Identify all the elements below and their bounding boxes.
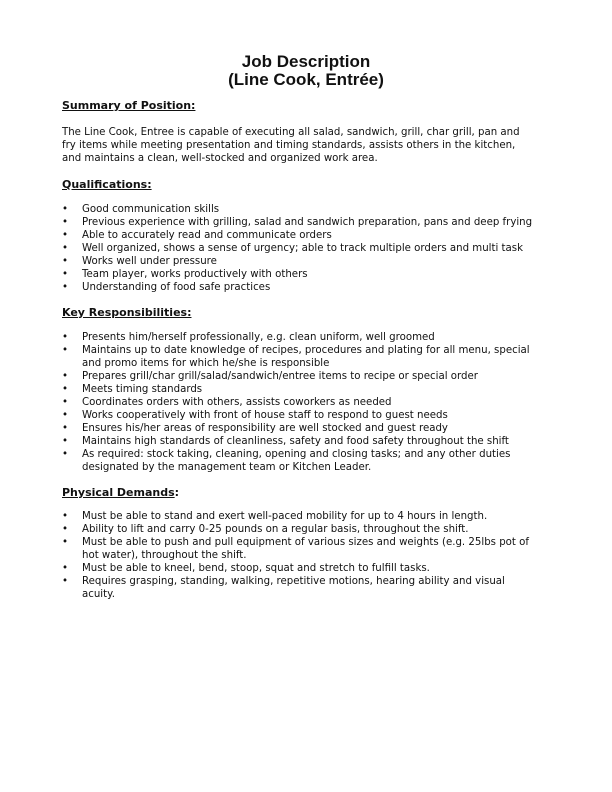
list-item: • Prepares grill/char grill/salad/sandwich/entree items to recipe or special order <box>62 370 530 383</box>
list-item: • Meets timing standards <box>62 383 530 396</box>
list-item: • Works cooperatively with front of house staff to respond to guest needs <box>62 409 530 422</box>
list-item: • Works well under pressure <box>62 255 532 268</box>
summary-line: and maintains a clean, well-stocked and organized work area. <box>62 153 378 164</box>
document-title: Job Description <box>241 52 371 71</box>
summary-line: fry items while meeting presentation and timing standards, assists others in the kitchen, <box>62 140 516 151</box>
summary-heading: Summary of Position: <box>62 99 196 112</box>
list-item: • Team player, works productively with others <box>62 268 532 281</box>
list-item: • Presents him/herself professionally, e.g. clean uniform, well groomed <box>62 331 530 344</box>
list-item: • Maintains high standards of cleanliness, safety and food safety throughout the shift <box>62 435 530 448</box>
qualifications-heading: Qualifications: <box>62 178 152 191</box>
responsibilities-list <box>62 331 530 474</box>
responsibilities-heading: Key Responsibilities: <box>62 306 192 319</box>
list-item: • Must be able to stand and exert well-paced mobility for up to 4 hours in length. <box>62 510 529 523</box>
document-subtitle: (Line Cook, Entrée) <box>228 70 384 89</box>
list-item: • Ability to lift and carry 0-25 pounds on a regular basis, throughout the shift. <box>62 523 529 536</box>
qualifications-list <box>62 203 532 294</box>
list-item: • Requires grasping, standing, walking, repetitive motions, hearing ability and visual acuity. <box>62 575 529 601</box>
list-item: • Well organized, shows a sense of urgency; able to track multiple orders and multi task <box>62 242 532 255</box>
list-item: • Ensures his/her areas of responsibility are well stocked and guest ready <box>62 422 530 435</box>
list-item: • Able to accurately read and communicate orders <box>62 229 532 242</box>
physical-demands-heading: Physical Demands: <box>62 486 180 499</box>
list-item: • Previous experience with grilling, salad and sandwich preparation, pans and deep frying <box>62 216 532 229</box>
list-item: • Coordinates orders with others, assists coworkers as needed <box>62 396 530 409</box>
list-item: • Maintains up to date knowledge of recipes, procedures and plating for all menu, special and promo items for which he/she is responsible <box>62 344 530 370</box>
list-item: • As required: stock taking, cleaning, opening and closing tasks; and any other duties designated by the management team or Kitchen Leader. <box>62 448 530 474</box>
physical-demands-list <box>62 510 529 601</box>
list-item: • Must be able to push and pull equipment of various sizes and weights (e.g. 25lbs pot of hot water), throughout the shift. <box>62 536 529 562</box>
summary-paragraph <box>62 126 548 165</box>
list-item: • Must be able to kneel, bend, stoop, squat and stretch to fulfill tasks. <box>62 562 529 575</box>
summary-line: The Line Cook, Entree is capable of executing all salad, sandwich, grill, char grill, pan and <box>62 127 520 138</box>
list-item: • Understanding of food safe practices <box>62 281 532 294</box>
list-item: • Good communication skills <box>62 203 532 216</box>
